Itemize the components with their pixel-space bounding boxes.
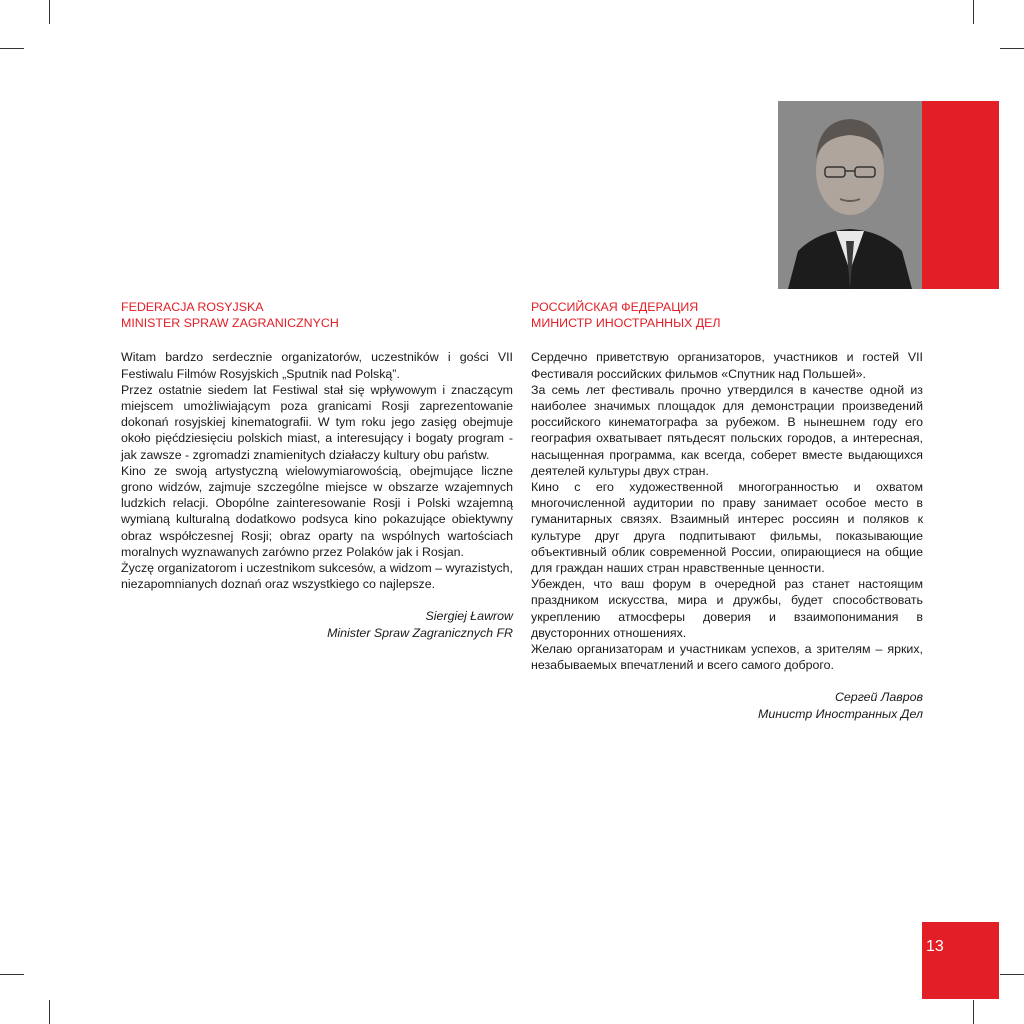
crop-mark — [1000, 974, 1024, 975]
paragraph: Кино с его художественной многогранностью и охватом многочисленной аудитории по праву занимает особое место в гуманитарных связях. Взаимный интерес россиян и поляков к культуре друг друга подпитывают фильмы, показывающие объективный облик современной России, опирающиеся на общие для граждан наших стран нравственные ценности. — [531, 480, 923, 576]
signature-name: Сергей Лавров — [834, 690, 923, 705]
paragraph: Сердечно приветствую организаторов, участников и гостей VII Фестиваля российских фильмов «Спутник над Польшей». — [531, 350, 923, 381]
paragraph: Желаю организаторам и участникам успехов, а зрителям – ярких, незабываемых впечатлений и всего самого доброго. — [531, 642, 923, 673]
polish-body — [121, 349, 513, 592]
crop-mark — [0, 48, 24, 49]
paragraph: За семь лет фестиваль прочно утвердился в качестве одной из наиболее значимых площадок для демонстрации произведений российского кинематографа за рубежом. В нынешнем году его география охватывает пятьдесят польских городов, а интересная, насыщенная программа, как всегда, соберет вместе выдающихся деятелей культуры двух стран. — [531, 382, 923, 478]
page-number-box — [922, 922, 999, 999]
crop-mark — [973, 0, 974, 24]
heading-line: МИНИСТР ИНОСТРАННЫХ ДЕЛ — [531, 316, 721, 331]
heading-line: FEDERACJA ROSYJSKA — [121, 300, 264, 314]
heading-line: MINISTER SPRAW ZAGRANICZNYCH — [121, 316, 339, 331]
heading-line: РОССИЙСКАЯ ФЕДЕРАЦИЯ — [531, 300, 699, 314]
portrait-photo — [778, 101, 922, 289]
portrait-icon — [778, 101, 922, 289]
polish-signature — [121, 608, 513, 640]
polish-column — [121, 299, 513, 641]
polish-heading — [121, 299, 513, 331]
crop-mark — [973, 1000, 974, 1024]
russian-body — [531, 349, 923, 673]
crop-mark — [1000, 48, 1024, 49]
paragraph: Kino ze swoją artystyczną wielowymiarowością, obejmujące liczne grono widzów, zajmuje szczególne miejsce w obszarze wzajemnych ludzkich relacji. Obopólne zainteresowanie Rosji i Polski wzajemną wymianą kulturalną dodatkowo podsyca kino pokazujące obiektywny obraz współczesnej Rosji; obraz oparty na wspólnych wartościach moralnych wyznawanych zarówno przez Polaków jak i Rosjan. — [121, 463, 513, 559]
red-accent-block — [922, 101, 999, 289]
crop-mark — [49, 1000, 50, 1024]
paragraph: Witam bardzo serdecznie organizatorów, uczestników i gości VII Festiwalu Filmów Rosyjskich „Sputnik nad Polską”. — [121, 350, 513, 381]
signature-name: Siergiej Ławrow — [425, 609, 513, 624]
russian-heading — [531, 299, 923, 331]
paragraph: Przez ostatnie siedem lat Festiwal stał się wpływowym i znaczącym miejscem umożliwiającym poza granicami Rosji zaprezentowanie dokonań rosyjskiej kinematografii. W tym roku jego zasięg obejmuje około pięćdziesięciu polskich miast, a interesujący i bogaty program - jak zawsze - zgromadzi znamienitych działaczy kultury obu państw. — [121, 382, 513, 462]
russian-signature — [531, 689, 923, 721]
page-number: 13 — [926, 938, 944, 955]
paragraph: Życzę organizatorom i uczestnikom sukcesów, a widzom – wyrazistych, niezapomnianych doznań oraz wszystkiego co najlepsze. — [121, 561, 513, 592]
crop-mark — [49, 0, 50, 24]
crop-mark — [0, 974, 24, 975]
russian-column — [531, 299, 923, 722]
paragraph: Убежден, что ваш форум в очередной раз станет настоящим праздником искусства, мира и дружбы, будет способствовать укреплению атмосферы доверия и взаимопонимания в двусторонних отношениях. — [531, 577, 923, 640]
signature-title: Министр Иностранных Дел — [758, 706, 923, 721]
signature-title: Minister Spraw Zagranicznych FR — [327, 625, 513, 640]
